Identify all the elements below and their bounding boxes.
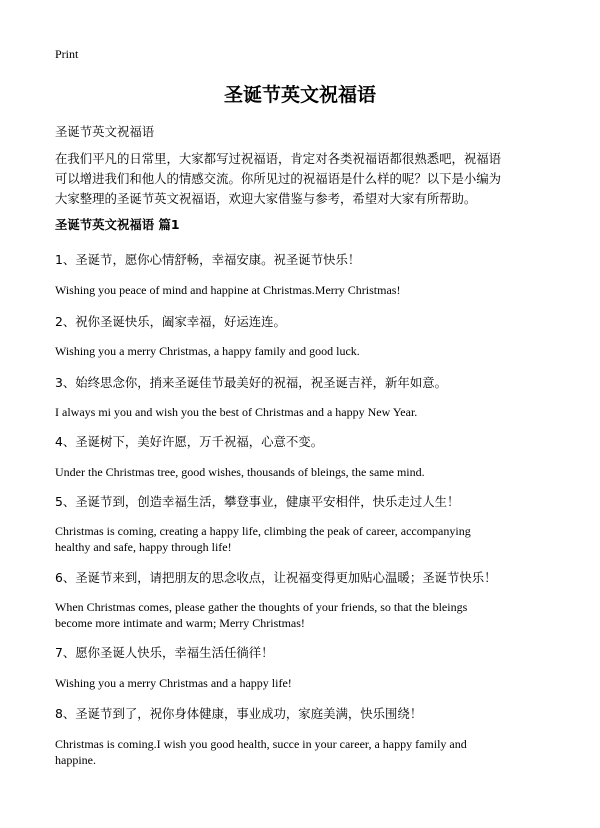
- blessing-en: Under the Christmas tree, good wishes, thousands of bleings, the same mind.: [55, 465, 425, 479]
- blessing-cn: 5、圣诞节到，创造幸福生活，攀登事业，健康平安相伴，快乐走过人生！: [55, 494, 460, 509]
- blessing-en: I always mi you and wish you the best of Christmas and a happy New Year.: [55, 405, 418, 419]
- document-subtitle: 圣诞节英文祝福语: [55, 124, 155, 139]
- page-title: 圣诞节英文祝福语: [223, 84, 376, 106]
- blessing-en: [55, 599, 558, 631]
- blessing-cn: 6、圣诞节来到，请把朋友的思念收点，让祝福变得更加贴心温暖；圣诞节快乐！: [55, 570, 497, 585]
- intro-paragraph: [55, 149, 558, 209]
- blessing-cn: 7、愿你圣诞人快乐，幸福生活任徜徉！: [55, 645, 274, 660]
- blessing-en-line: healthy and safe, happy through life!: [55, 540, 232, 554]
- blessing-en: [55, 523, 558, 555]
- intro-line: 在我们平凡的日常里，大家都写过祝福语，肯定对各类祝福语都很熟悉吧，祝福语: [55, 151, 502, 166]
- intro-line: 可以增进我们和他人的情感交流。你所见过的祝福语是什么样的呢？以下是小编为: [55, 171, 502, 186]
- blessing-en: Wishing you a merry Christmas and a happy life!: [55, 676, 292, 690]
- blessing-en-line: happine.: [55, 753, 96, 767]
- blessing-en-line: Christmas is coming.I wish you good health, succe in your career, a happy family and: [55, 737, 467, 751]
- blessing-en: Wishing you a merry Christmas, a happy family and good luck.: [55, 344, 360, 358]
- blessing-cn: 3、始终思念你，捎来圣诞佳节最美好的祝福，祝圣诞吉祥，新年如意。: [55, 375, 447, 390]
- blessing-en: [55, 736, 558, 768]
- blessing-cn: 2、祝你圣诞快乐，阖家幸福，好运连连。: [55, 314, 286, 329]
- blessing-cn: 4、圣诞树下，美好许愿，万千祝福，心意不变。: [55, 434, 324, 449]
- section-heading: 圣诞节英文祝福语 篇1: [55, 217, 180, 232]
- intro-line: 大家整理的圣诞节英文祝福语，欢迎大家借鉴与参考，希望对大家有所帮助。: [55, 191, 477, 206]
- blessing-cn: 1、圣诞节，愿你心情舒畅，幸福安康。祝圣诞节快乐！: [55, 252, 361, 267]
- blessing-en-line: Christmas is coming, creating a happy life, climbing the peak of career, accompanying: [55, 524, 471, 538]
- blessing-cn: 8、圣诞节到了，祝你身体健康，事业成功，家庭美满，快乐围绕！: [55, 706, 423, 721]
- blessing-en-line: When Christmas comes, please gather the thoughts of your friends, so that the bleings: [55, 600, 468, 614]
- blessing-en: Wishing you peace of mind and happine at Christmas.Merry Christmas!: [55, 283, 401, 297]
- blessing-en-line: become more intimate and warm; Merry Christmas!: [55, 616, 305, 630]
- print-label: Print: [55, 47, 79, 61]
